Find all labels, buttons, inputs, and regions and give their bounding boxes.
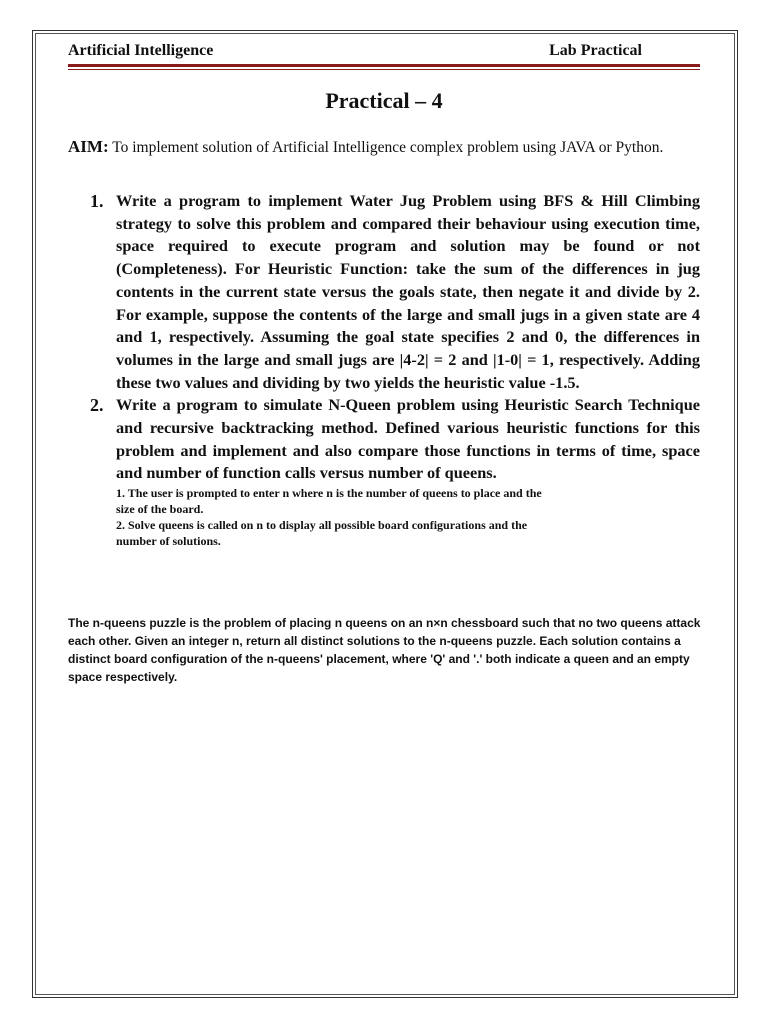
task-2-subpoint-1-line-1: 1. The user is prompted to enter n where n is the number of queens to place and the — [116, 486, 542, 501]
task-item-1 — [90, 190, 700, 394]
header-type: Lab Practical — [549, 42, 642, 59]
aim-text: To implement solution of Artificial Intelligence complex problem using JAVA or Python. — [112, 139, 664, 156]
header-rule-thick — [68, 64, 700, 67]
task-item-2 — [90, 394, 700, 549]
task-2-subpoint-1 — [116, 486, 700, 517]
task-number-2: 2. — [90, 395, 104, 416]
task-2-subpoint-1-line-2: size of the board. — [116, 501, 204, 516]
task-2-subpoint-2 — [116, 518, 700, 549]
task-2-subpoint-2-line-1: 2. Solve queens is called on n to display all possible board configurations and the — [116, 518, 528, 533]
task-2-subpoint-2-line-2: number of solutions. — [116, 533, 221, 548]
header-subject: Artificial Intelligence — [68, 42, 214, 59]
page-title: Practical – 4 — [325, 88, 443, 113]
task-number-1: 1. — [90, 191, 104, 211]
task-list — [90, 190, 700, 549]
task-text-1: Write a program to implement Water Jug Problem using BFS & Hill Climbing strategy to solve this problem and compared their behaviour using execution time, space required to execute program and solution may be found or not (Completeness). For Heuristic Function: take the sum of the differences in jug contents in the current state versus the goals state, then negate it and divide by 2. For example, suppose the contents of the large and small jugs in a given state are 4 and 1, respectively. Assuming the goal state specifies 2 and 0, the differences in volumes in the large and small jugs are |4-2| = 2 and |1-0| = 1, respectively. Adding these two values and dividing by two yields the heuristic value -1.5. — [116, 191, 700, 392]
aim-statement — [68, 137, 700, 158]
task-text-2: Write a program to simulate N-Queen problem using Heuristic Search Technique and recursive backtracking method. Defined various heuristic functions for this problem and implement and also compare those functions in terms of time, space and number of function calls versus number of queens. — [116, 395, 700, 483]
header-rule-thin — [68, 69, 700, 70]
page-header — [68, 42, 700, 62]
n-queens-description: The n-queens puzzle is the problem of placing n queens on an n×n chessboard such that no two queens attack each other. Given an integer n, return all distinct solutions to the n-queens puzzle. Each solution contains a distinct board configuration of the n-queens' placement, where 'Q' and '.' both indicate a queen and an empty space respectively. — [68, 616, 701, 684]
aim-label: AIM: — [68, 137, 109, 156]
